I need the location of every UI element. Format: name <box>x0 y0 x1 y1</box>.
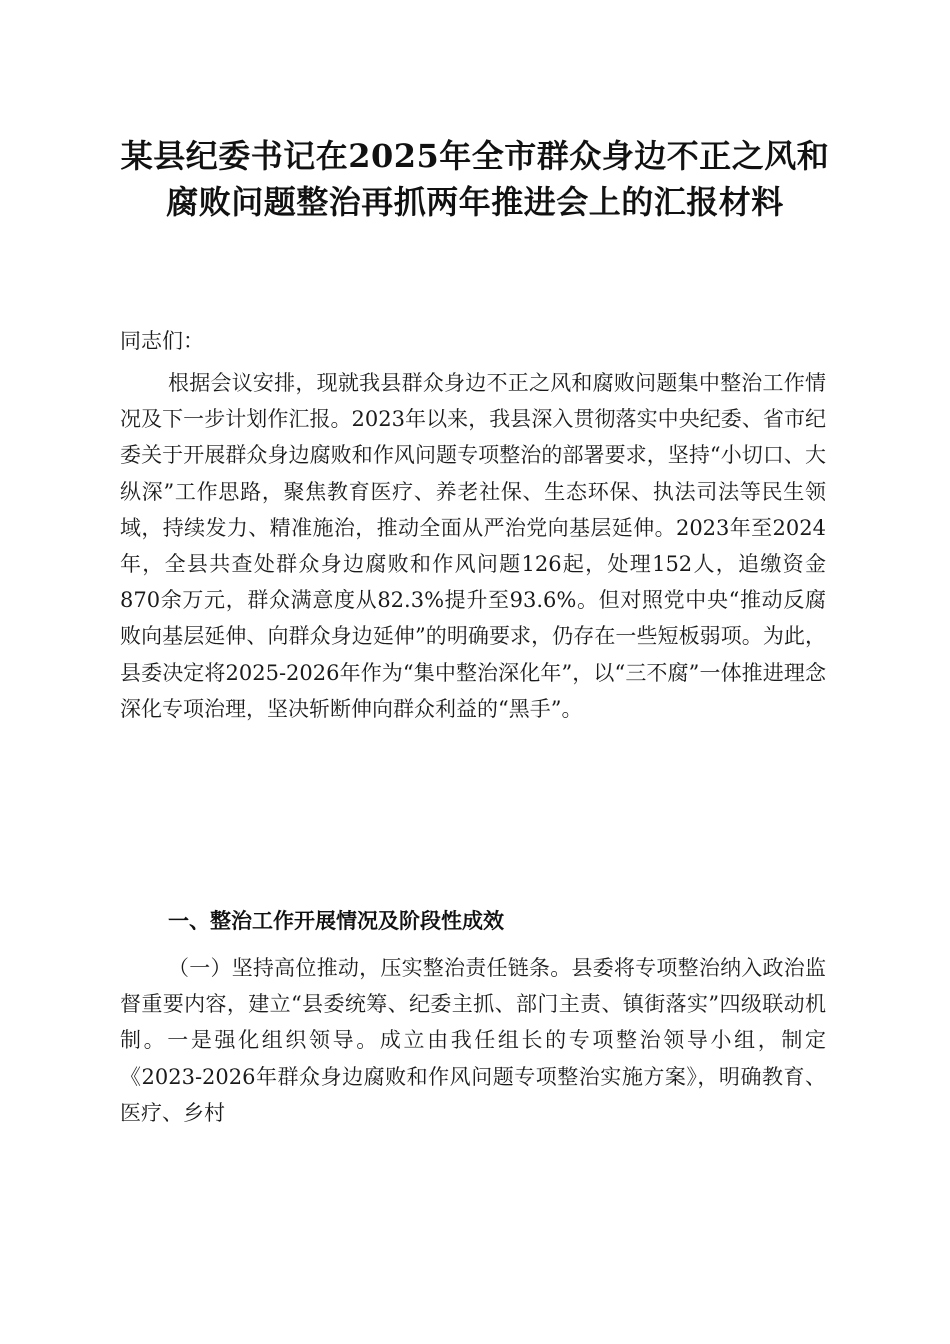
salutation: 同志们： <box>120 329 204 353</box>
section-heading-1: 一、整治工作开展情况及阶段性成效 <box>168 909 504 933</box>
paragraph-lead-sentence: （一）坚持高位推动，压实整治责任链条。 <box>168 956 572 980</box>
paragraph-introduction: 根据会议安排，现就我县群众身边不正之风和腐败问题集中整治工作情况及下一步计划作汇报。2023年以来，我县深入贯彻落实中央纪委、省市纪委关于开展群众身边腐败和作风问题专项整治的部署要求，坚持“小切口、大纵深”工作思路，聚焦教育医疗、养老社保、生态环保、执法司法等民生领域，持续发力、精准施治，推动全面从严治党向基层延伸。2023年至2024年，全县共查处群众身边腐败和作风问题126起，处理152人，追缴资金870余万元，群众满意度从82.3%提升至93.6%。但对照党中央“推动反腐败向基层延伸、向群众身边延伸”的明确要求，仍存在一些短板弱项。为此，县委决定将2025-2026年作为“集中整治深化年”，以“三不腐”一体推进理念深化专项治理，坚决斩断伸向群众利益的“黑手”。 <box>120 371 826 721</box>
document-title: 某县纪委书记在2025年全市群众身边不正之风和腐败问题整治再抓两年推进会上的汇报材料 <box>120 137 830 221</box>
paragraph-section-1-1 <box>120 950 826 1131</box>
paragraph-body-text: 县委将专项整治纳入政治监督重要内容，建立“县委统筹、纪委主抓、部门主责、镇街落实”四级联动机制。一是强化组织领导。成立由我任组长的专项整治领导小组，制定《2023-2026年群众身边腐败和作风问题专项整治实施方案》，明确教育、医疗、乡村 <box>120 956 827 1125</box>
